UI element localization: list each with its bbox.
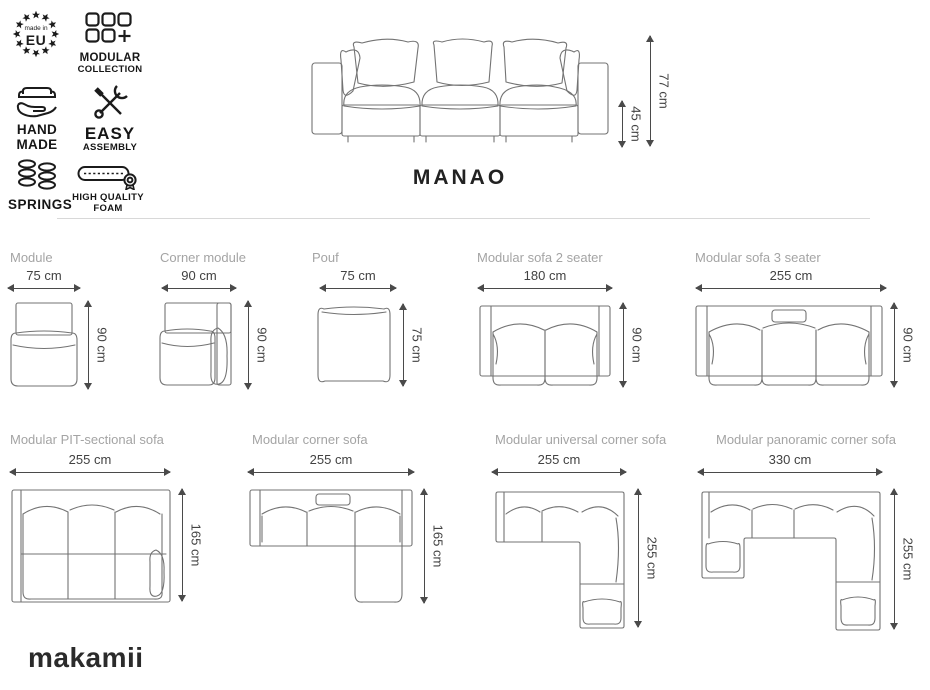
- width-value: 255 cm: [309, 452, 353, 467]
- badge-label: [8, 122, 66, 152]
- height-value: 255 cm: [900, 537, 916, 581]
- badge-label: [76, 124, 144, 154]
- pouf-width-dim: [320, 268, 396, 289]
- corner-module-title: Corner module: [160, 250, 246, 265]
- springs-icon: [16, 158, 58, 192]
- width-arrow: [696, 288, 886, 289]
- width-arrow: [478, 288, 612, 289]
- badge-line2: COLLECTION: [77, 63, 143, 75]
- width-arrow: [10, 472, 170, 473]
- corner-module-width-dim: [162, 268, 236, 289]
- sofa-3-seater-title: Modular sofa 3 seater: [695, 250, 821, 265]
- width-arrow: [492, 472, 626, 473]
- sofa-3-seater-height-dim: [894, 303, 916, 387]
- made-in-text: made in: [24, 25, 48, 32]
- width-value: 255 cm: [769, 268, 813, 283]
- height-value: 90 cm: [629, 327, 645, 363]
- width-arrow: [248, 472, 414, 473]
- panoramic-corner-width-dim: [698, 452, 882, 473]
- width-arrow: [320, 288, 396, 289]
- badge-line1: SPRINGS: [8, 197, 73, 212]
- height-arrow: [894, 303, 895, 387]
- modular-collection-icon: [85, 12, 135, 46]
- width-arrow: [8, 288, 80, 289]
- height-value: 75 cm: [409, 327, 425, 363]
- corner-sofa-diagram: [246, 486, 416, 610]
- height-arrow: [403, 304, 404, 386]
- universal-corner-diagram: [490, 486, 630, 634]
- height-value: 255 cm: [644, 536, 660, 580]
- pit-sectional-title: Modular PIT-sectional sofa: [10, 432, 164, 447]
- badge-line1: EASY: [84, 124, 136, 143]
- total-height-arrow: [650, 36, 651, 146]
- universal-corner-title: Modular universal corner sofa: [495, 432, 667, 447]
- height-value: 165 cm: [430, 524, 446, 568]
- total-height-value: 77 cm: [656, 73, 672, 109]
- corner-sofa-width-dim: [248, 452, 414, 473]
- badge-made-in-eu: [10, 8, 62, 60]
- pit-sectional-diagram: [8, 486, 174, 606]
- badge-line1: HAND: [16, 122, 58, 137]
- width-value: 255 cm: [537, 452, 581, 467]
- badge-line1: HIGH QUALITY: [72, 192, 144, 203]
- seat-height-value: 45 cm: [628, 106, 644, 142]
- height-arrow: [424, 489, 425, 603]
- pouf-title: Pouf: [312, 250, 339, 265]
- height-value: 90 cm: [94, 327, 110, 363]
- width-value: 180 cm: [523, 268, 567, 283]
- section-divider: [57, 218, 870, 219]
- sofa-front-view-drawing: [308, 30, 612, 148]
- height-arrow: [638, 489, 639, 627]
- badge-line2: ASSEMBLY: [82, 142, 138, 154]
- pit-sectional-height-dim: [182, 489, 204, 601]
- eu-text: EU: [25, 32, 47, 48]
- corner-module-diagram: [157, 300, 239, 390]
- height-arrow: [894, 489, 895, 629]
- height-value: 165 cm: [188, 523, 204, 567]
- hand-made-icon: [15, 84, 59, 118]
- sofa-2-seater-diagram: [476, 302, 614, 390]
- module-diagram: [8, 300, 80, 390]
- height-value: 90 cm: [254, 327, 270, 363]
- total-height-dim: [650, 36, 672, 146]
- sofa-2-seater-title: Modular sofa 2 seater: [477, 250, 603, 265]
- universal-corner-height-dim: [638, 489, 660, 627]
- module-width-dim: [8, 268, 80, 289]
- product-title: MANAO: [412, 166, 508, 189]
- brand-logo: makamii: [28, 642, 144, 673]
- badge-line1: MODULAR: [79, 52, 141, 64]
- badge-label: [76, 52, 144, 76]
- corner-sofa-title: Modular corner sofa: [252, 432, 368, 447]
- easy-assembly-icon: [91, 84, 129, 120]
- panoramic-corner-height-dim: [894, 489, 916, 629]
- width-value: 330 cm: [768, 452, 812, 467]
- seat-height-dim: [622, 101, 644, 147]
- sofa-3-seater-diagram: [692, 302, 886, 390]
- height-arrow: [248, 301, 249, 389]
- height-value: 90 cm: [900, 327, 916, 363]
- badge-line2: MADE: [16, 137, 58, 153]
- corner-module-height-dim: [248, 301, 270, 389]
- badge-label: [68, 193, 148, 214]
- badge-label: [8, 197, 73, 212]
- sofa-3-seater-width-dim: [696, 268, 886, 289]
- width-value: 75 cm: [26, 268, 62, 283]
- sofa-2-seater-width-dim: [478, 268, 612, 289]
- module-title: Module: [10, 250, 53, 265]
- width-value: 255 cm: [68, 452, 112, 467]
- badge-line2: FOAM: [93, 202, 123, 214]
- height-arrow: [182, 489, 183, 601]
- width-value: 75 cm: [340, 268, 376, 283]
- module-height-dim: [88, 301, 110, 389]
- foam-icon: [77, 164, 139, 190]
- corner-sofa-height-dim: [424, 489, 446, 603]
- pouf-height-dim: [403, 304, 425, 386]
- universal-corner-width-dim: [492, 452, 626, 473]
- height-arrow: [88, 301, 89, 389]
- width-value: 90 cm: [181, 268, 217, 283]
- sofa-2-seater-height-dim: [623, 303, 645, 387]
- seat-height-arrow: [622, 101, 623, 147]
- pouf-diagram: [314, 303, 394, 387]
- width-arrow: [698, 472, 882, 473]
- width-arrow: [162, 288, 236, 289]
- height-arrow: [623, 303, 624, 387]
- panoramic-corner-diagram: [696, 486, 886, 636]
- panoramic-corner-title: Modular panoramic corner sofa: [716, 432, 896, 447]
- pit-sectional-width-dim: [10, 452, 170, 473]
